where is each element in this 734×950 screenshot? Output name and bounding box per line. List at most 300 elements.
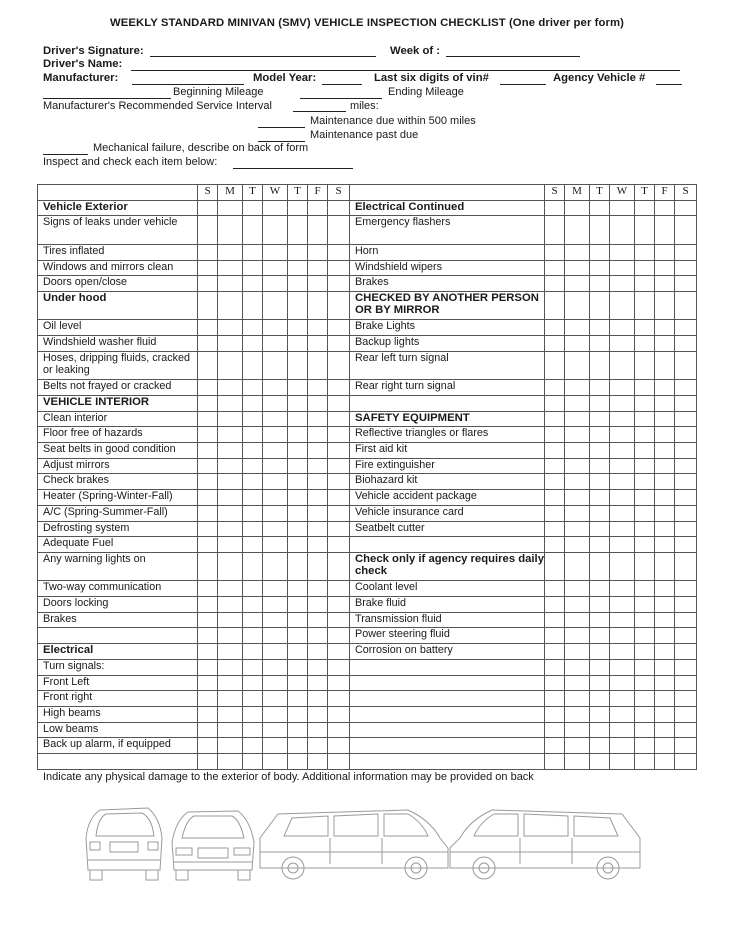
- right-check-cell[interactable]: [610, 396, 635, 412]
- right-check-cell[interactable]: [675, 706, 697, 722]
- left-check-cell[interactable]: [198, 200, 218, 216]
- right-check-cell[interactable]: [655, 200, 675, 216]
- right-check-cell[interactable]: [655, 691, 675, 707]
- right-check-cell[interactable]: [610, 581, 635, 597]
- right-check-cell[interactable]: [590, 336, 610, 352]
- right-check-cell[interactable]: [590, 291, 610, 320]
- vehicle-diagram[interactable]: [78, 798, 658, 884]
- left-check-cell[interactable]: [328, 336, 350, 352]
- left-check-cell[interactable]: [243, 411, 263, 427]
- right-check-cell[interactable]: [590, 396, 610, 412]
- right-check-cell[interactable]: [655, 706, 675, 722]
- right-check-cell[interactable]: [545, 753, 565, 769]
- right-check-cell[interactable]: [590, 427, 610, 443]
- left-check-cell[interactable]: [218, 443, 243, 459]
- right-check-cell[interactable]: [565, 458, 590, 474]
- left-check-cell[interactable]: [198, 244, 218, 260]
- left-check-cell[interactable]: [218, 351, 243, 380]
- left-check-cell[interactable]: [218, 581, 243, 597]
- right-check-cell[interactable]: [545, 276, 565, 292]
- left-check-cell[interactable]: [243, 691, 263, 707]
- left-check-cell[interactable]: [243, 738, 263, 754]
- left-check-cell[interactable]: [263, 216, 288, 245]
- left-check-cell[interactable]: [263, 458, 288, 474]
- right-check-cell[interactable]: [655, 521, 675, 537]
- left-check-cell[interactable]: [328, 738, 350, 754]
- right-check-cell[interactable]: [610, 706, 635, 722]
- right-check-cell[interactable]: [545, 216, 565, 245]
- right-check-cell[interactable]: [635, 628, 655, 644]
- left-check-cell[interactable]: [263, 505, 288, 521]
- ending-mileage-field[interactable]: [300, 98, 382, 99]
- left-check-cell[interactable]: [198, 722, 218, 738]
- left-check-cell[interactable]: [218, 276, 243, 292]
- right-check-cell[interactable]: [545, 597, 565, 613]
- left-check-cell[interactable]: [288, 443, 308, 459]
- left-check-cell[interactable]: [328, 411, 350, 427]
- right-check-cell[interactable]: [545, 411, 565, 427]
- left-check-cell[interactable]: [308, 675, 328, 691]
- right-check-cell[interactable]: [545, 458, 565, 474]
- left-check-cell[interactable]: [308, 474, 328, 490]
- left-check-cell[interactable]: [243, 216, 263, 245]
- left-check-cell[interactable]: [328, 458, 350, 474]
- left-check-cell[interactable]: [218, 474, 243, 490]
- right-check-cell[interactable]: [610, 691, 635, 707]
- left-check-cell[interactable]: [218, 200, 243, 216]
- right-check-cell[interactable]: [565, 351, 590, 380]
- right-check-cell[interactable]: [565, 644, 590, 660]
- right-check-cell[interactable]: [545, 659, 565, 675]
- left-check-cell[interactable]: [243, 612, 263, 628]
- left-check-cell[interactable]: [308, 396, 328, 412]
- right-check-cell[interactable]: [655, 427, 675, 443]
- right-check-cell[interactable]: [590, 411, 610, 427]
- right-check-cell[interactable]: [675, 691, 697, 707]
- right-check-cell[interactable]: [565, 244, 590, 260]
- right-check-cell[interactable]: [545, 291, 565, 320]
- left-check-cell[interactable]: [218, 458, 243, 474]
- right-check-cell[interactable]: [610, 276, 635, 292]
- maint-500-checkbox[interactable]: [258, 127, 305, 128]
- left-check-cell[interactable]: [308, 490, 328, 506]
- left-check-cell[interactable]: [263, 276, 288, 292]
- left-check-cell[interactable]: [218, 411, 243, 427]
- right-check-cell[interactable]: [655, 216, 675, 245]
- left-check-cell[interactable]: [263, 612, 288, 628]
- right-check-cell[interactable]: [635, 612, 655, 628]
- left-check-cell[interactable]: [218, 722, 243, 738]
- left-check-cell[interactable]: [243, 675, 263, 691]
- left-check-cell[interactable]: [218, 753, 243, 769]
- left-check-cell[interactable]: [263, 351, 288, 380]
- left-check-cell[interactable]: [328, 644, 350, 660]
- right-check-cell[interactable]: [635, 505, 655, 521]
- left-check-cell[interactable]: [263, 336, 288, 352]
- left-check-cell[interactable]: [263, 675, 288, 691]
- right-check-cell[interactable]: [545, 706, 565, 722]
- right-check-cell[interactable]: [545, 427, 565, 443]
- right-check-cell[interactable]: [545, 320, 565, 336]
- right-check-cell[interactable]: [675, 738, 697, 754]
- left-check-cell[interactable]: [288, 411, 308, 427]
- left-check-cell[interactable]: [198, 396, 218, 412]
- right-check-cell[interactable]: [610, 612, 635, 628]
- left-check-cell[interactable]: [198, 427, 218, 443]
- right-check-cell[interactable]: [675, 753, 697, 769]
- left-check-cell[interactable]: [198, 738, 218, 754]
- right-check-cell[interactable]: [610, 443, 635, 459]
- right-check-cell[interactable]: [610, 552, 635, 581]
- right-check-cell[interactable]: [565, 474, 590, 490]
- left-check-cell[interactable]: [263, 753, 288, 769]
- mechanical-failure-checkbox[interactable]: [43, 154, 88, 155]
- right-check-cell[interactable]: [635, 336, 655, 352]
- left-check-cell[interactable]: [328, 380, 350, 396]
- left-check-cell[interactable]: [198, 443, 218, 459]
- left-check-cell[interactable]: [218, 320, 243, 336]
- right-check-cell[interactable]: [565, 659, 590, 675]
- left-check-cell[interactable]: [263, 474, 288, 490]
- left-check-cell[interactable]: [308, 659, 328, 675]
- right-check-cell[interactable]: [565, 411, 590, 427]
- right-check-cell[interactable]: [635, 490, 655, 506]
- left-check-cell[interactable]: [308, 458, 328, 474]
- left-check-cell[interactable]: [198, 380, 218, 396]
- left-check-cell[interactable]: [288, 628, 308, 644]
- left-check-cell[interactable]: [263, 644, 288, 660]
- left-check-cell[interactable]: [263, 659, 288, 675]
- right-check-cell[interactable]: [635, 706, 655, 722]
- left-check-cell[interactable]: [243, 659, 263, 675]
- beginning-mileage-field[interactable]: [43, 98, 171, 99]
- right-check-cell[interactable]: [610, 427, 635, 443]
- drivers-signature-field[interactable]: [150, 56, 376, 57]
- left-check-cell[interactable]: [308, 216, 328, 245]
- right-check-cell[interactable]: [565, 380, 590, 396]
- left-check-cell[interactable]: [308, 320, 328, 336]
- left-check-cell[interactable]: [243, 521, 263, 537]
- left-check-cell[interactable]: [288, 675, 308, 691]
- right-check-cell[interactable]: [635, 380, 655, 396]
- right-check-cell[interactable]: [565, 260, 590, 276]
- left-check-cell[interactable]: [308, 738, 328, 754]
- right-check-cell[interactable]: [675, 612, 697, 628]
- left-check-cell[interactable]: [308, 200, 328, 216]
- left-check-cell[interactable]: [328, 490, 350, 506]
- left-check-cell[interactable]: [263, 490, 288, 506]
- right-check-cell[interactable]: [675, 581, 697, 597]
- right-check-cell[interactable]: [590, 320, 610, 336]
- right-check-cell[interactable]: [675, 490, 697, 506]
- right-check-cell[interactable]: [545, 396, 565, 412]
- inspect-check-field[interactable]: [233, 168, 353, 169]
- right-check-cell[interactable]: [635, 552, 655, 581]
- left-check-cell[interactable]: [243, 706, 263, 722]
- left-check-cell[interactable]: [243, 597, 263, 613]
- right-check-cell[interactable]: [635, 458, 655, 474]
- right-check-cell[interactable]: [610, 505, 635, 521]
- left-check-cell[interactable]: [308, 411, 328, 427]
- left-check-cell[interactable]: [198, 336, 218, 352]
- right-check-cell[interactable]: [565, 216, 590, 245]
- right-check-cell[interactable]: [565, 521, 590, 537]
- left-check-cell[interactable]: [198, 291, 218, 320]
- left-check-cell[interactable]: [198, 537, 218, 553]
- right-check-cell[interactable]: [675, 458, 697, 474]
- right-check-cell[interactable]: [590, 351, 610, 380]
- left-check-cell[interactable]: [263, 200, 288, 216]
- right-check-cell[interactable]: [655, 581, 675, 597]
- right-check-cell[interactable]: [590, 691, 610, 707]
- left-check-cell[interactable]: [243, 505, 263, 521]
- right-check-cell[interactable]: [590, 490, 610, 506]
- left-check-cell[interactable]: [198, 581, 218, 597]
- right-check-cell[interactable]: [655, 738, 675, 754]
- left-check-cell[interactable]: [288, 581, 308, 597]
- left-check-cell[interactable]: [198, 628, 218, 644]
- left-check-cell[interactable]: [243, 200, 263, 216]
- right-check-cell[interactable]: [590, 380, 610, 396]
- left-check-cell[interactable]: [308, 380, 328, 396]
- left-check-cell[interactable]: [288, 336, 308, 352]
- left-check-cell[interactable]: [198, 706, 218, 722]
- left-check-cell[interactable]: [288, 659, 308, 675]
- right-check-cell[interactable]: [545, 691, 565, 707]
- right-check-cell[interactable]: [590, 738, 610, 754]
- right-check-cell[interactable]: [655, 659, 675, 675]
- right-check-cell[interactable]: [610, 244, 635, 260]
- left-check-cell[interactable]: [308, 260, 328, 276]
- left-check-cell[interactable]: [218, 521, 243, 537]
- left-check-cell[interactable]: [243, 380, 263, 396]
- right-check-cell[interactable]: [610, 644, 635, 660]
- right-check-cell[interactable]: [610, 458, 635, 474]
- left-check-cell[interactable]: [288, 537, 308, 553]
- left-check-cell[interactable]: [263, 552, 288, 581]
- right-check-cell[interactable]: [590, 505, 610, 521]
- left-check-cell[interactable]: [288, 612, 308, 628]
- right-check-cell[interactable]: [545, 722, 565, 738]
- left-check-cell[interactable]: [308, 722, 328, 738]
- left-check-cell[interactable]: [328, 291, 350, 320]
- right-check-cell[interactable]: [655, 644, 675, 660]
- left-check-cell[interactable]: [198, 216, 218, 245]
- right-check-cell[interactable]: [545, 351, 565, 380]
- right-check-cell[interactable]: [590, 276, 610, 292]
- right-check-cell[interactable]: [675, 427, 697, 443]
- right-check-cell[interactable]: [545, 552, 565, 581]
- right-check-cell[interactable]: [565, 706, 590, 722]
- right-check-cell[interactable]: [610, 675, 635, 691]
- right-check-cell[interactable]: [545, 644, 565, 660]
- right-check-cell[interactable]: [590, 216, 610, 245]
- left-check-cell[interactable]: [308, 706, 328, 722]
- left-check-cell[interactable]: [328, 244, 350, 260]
- left-check-cell[interactable]: [288, 244, 308, 260]
- right-check-cell[interactable]: [590, 628, 610, 644]
- left-check-cell[interactable]: [328, 581, 350, 597]
- left-check-cell[interactable]: [288, 320, 308, 336]
- left-check-cell[interactable]: [288, 644, 308, 660]
- right-check-cell[interactable]: [545, 490, 565, 506]
- right-check-cell[interactable]: [565, 722, 590, 738]
- left-check-cell[interactable]: [218, 427, 243, 443]
- right-check-cell[interactable]: [565, 200, 590, 216]
- left-check-cell[interactable]: [288, 260, 308, 276]
- right-check-cell[interactable]: [565, 675, 590, 691]
- left-check-cell[interactable]: [308, 291, 328, 320]
- left-check-cell[interactable]: [288, 753, 308, 769]
- right-check-cell[interactable]: [565, 427, 590, 443]
- right-check-cell[interactable]: [565, 276, 590, 292]
- left-check-cell[interactable]: [288, 276, 308, 292]
- left-check-cell[interactable]: [198, 691, 218, 707]
- left-check-cell[interactable]: [308, 537, 328, 553]
- right-check-cell[interactable]: [565, 505, 590, 521]
- right-check-cell[interactable]: [565, 396, 590, 412]
- left-check-cell[interactable]: [263, 738, 288, 754]
- right-check-cell[interactable]: [655, 411, 675, 427]
- left-check-cell[interactable]: [328, 351, 350, 380]
- left-check-cell[interactable]: [328, 320, 350, 336]
- left-check-cell[interactable]: [328, 200, 350, 216]
- right-check-cell[interactable]: [655, 612, 675, 628]
- right-check-cell[interactable]: [545, 505, 565, 521]
- left-check-cell[interactable]: [263, 396, 288, 412]
- left-check-cell[interactable]: [263, 411, 288, 427]
- left-check-cell[interactable]: [243, 581, 263, 597]
- left-check-cell[interactable]: [263, 320, 288, 336]
- right-check-cell[interactable]: [565, 738, 590, 754]
- right-check-cell[interactable]: [655, 722, 675, 738]
- left-check-cell[interactable]: [263, 628, 288, 644]
- right-check-cell[interactable]: [675, 411, 697, 427]
- left-check-cell[interactable]: [243, 244, 263, 260]
- right-check-cell[interactable]: [635, 351, 655, 380]
- left-check-cell[interactable]: [328, 753, 350, 769]
- right-check-cell[interactable]: [675, 216, 697, 245]
- right-check-cell[interactable]: [675, 644, 697, 660]
- right-check-cell[interactable]: [545, 380, 565, 396]
- left-check-cell[interactable]: [243, 537, 263, 553]
- right-check-cell[interactable]: [590, 675, 610, 691]
- left-check-cell[interactable]: [328, 537, 350, 553]
- left-check-cell[interactable]: [328, 505, 350, 521]
- left-check-cell[interactable]: [308, 505, 328, 521]
- right-check-cell[interactable]: [610, 351, 635, 380]
- left-check-cell[interactable]: [308, 276, 328, 292]
- right-check-cell[interactable]: [635, 200, 655, 216]
- right-check-cell[interactable]: [565, 320, 590, 336]
- right-check-cell[interactable]: [610, 411, 635, 427]
- left-check-cell[interactable]: [198, 260, 218, 276]
- right-check-cell[interactable]: [590, 521, 610, 537]
- left-check-cell[interactable]: [198, 458, 218, 474]
- left-check-cell[interactable]: [288, 200, 308, 216]
- right-check-cell[interactable]: [635, 537, 655, 553]
- right-check-cell[interactable]: [610, 260, 635, 276]
- right-check-cell[interactable]: [675, 276, 697, 292]
- right-check-cell[interactable]: [610, 216, 635, 245]
- left-check-cell[interactable]: [218, 691, 243, 707]
- right-check-cell[interactable]: [545, 200, 565, 216]
- right-check-cell[interactable]: [675, 675, 697, 691]
- right-check-cell[interactable]: [675, 260, 697, 276]
- right-check-cell[interactable]: [565, 552, 590, 581]
- right-check-cell[interactable]: [655, 597, 675, 613]
- left-check-cell[interactable]: [263, 581, 288, 597]
- right-check-cell[interactable]: [675, 320, 697, 336]
- right-check-cell[interactable]: [610, 380, 635, 396]
- left-check-cell[interactable]: [288, 474, 308, 490]
- right-check-cell[interactable]: [565, 691, 590, 707]
- left-check-cell[interactable]: [328, 691, 350, 707]
- left-check-cell[interactable]: [218, 628, 243, 644]
- right-check-cell[interactable]: [610, 200, 635, 216]
- right-check-cell[interactable]: [635, 276, 655, 292]
- drivers-name-field[interactable]: [131, 70, 680, 71]
- left-check-cell[interactable]: [308, 427, 328, 443]
- right-check-cell[interactable]: [655, 396, 675, 412]
- left-check-cell[interactable]: [243, 490, 263, 506]
- right-check-cell[interactable]: [590, 537, 610, 553]
- right-check-cell[interactable]: [590, 597, 610, 613]
- left-check-cell[interactable]: [263, 521, 288, 537]
- left-check-cell[interactable]: [218, 706, 243, 722]
- right-check-cell[interactable]: [635, 675, 655, 691]
- right-check-cell[interactable]: [675, 396, 697, 412]
- right-check-cell[interactable]: [590, 200, 610, 216]
- right-check-cell[interactable]: [635, 597, 655, 613]
- right-check-cell[interactable]: [610, 659, 635, 675]
- right-check-cell[interactable]: [590, 706, 610, 722]
- right-check-cell[interactable]: [610, 490, 635, 506]
- right-check-cell[interactable]: [590, 474, 610, 490]
- right-check-cell[interactable]: [635, 443, 655, 459]
- left-check-cell[interactable]: [243, 474, 263, 490]
- left-check-cell[interactable]: [218, 552, 243, 581]
- manufacturer-field[interactable]: [132, 84, 244, 85]
- left-check-cell[interactable]: [288, 380, 308, 396]
- right-check-cell[interactable]: [675, 628, 697, 644]
- right-check-cell[interactable]: [655, 291, 675, 320]
- left-check-cell[interactable]: [288, 552, 308, 581]
- left-check-cell[interactable]: [198, 612, 218, 628]
- left-check-cell[interactable]: [218, 216, 243, 245]
- right-check-cell[interactable]: [565, 581, 590, 597]
- left-check-cell[interactable]: [308, 628, 328, 644]
- left-check-cell[interactable]: [263, 291, 288, 320]
- left-check-cell[interactable]: [308, 691, 328, 707]
- right-check-cell[interactable]: [655, 244, 675, 260]
- left-check-cell[interactable]: [308, 597, 328, 613]
- right-check-cell[interactable]: [610, 597, 635, 613]
- right-check-cell[interactable]: [565, 490, 590, 506]
- service-interval-field[interactable]: [293, 111, 346, 112]
- agency-vehicle-field[interactable]: [656, 84, 682, 85]
- left-check-cell[interactable]: [308, 336, 328, 352]
- left-check-cell[interactable]: [198, 320, 218, 336]
- left-check-cell[interactable]: [243, 396, 263, 412]
- left-check-cell[interactable]: [218, 380, 243, 396]
- left-check-cell[interactable]: [243, 753, 263, 769]
- right-check-cell[interactable]: [545, 738, 565, 754]
- right-check-cell[interactable]: [590, 581, 610, 597]
- left-check-cell[interactable]: [328, 276, 350, 292]
- right-check-cell[interactable]: [655, 628, 675, 644]
- left-check-cell[interactable]: [288, 722, 308, 738]
